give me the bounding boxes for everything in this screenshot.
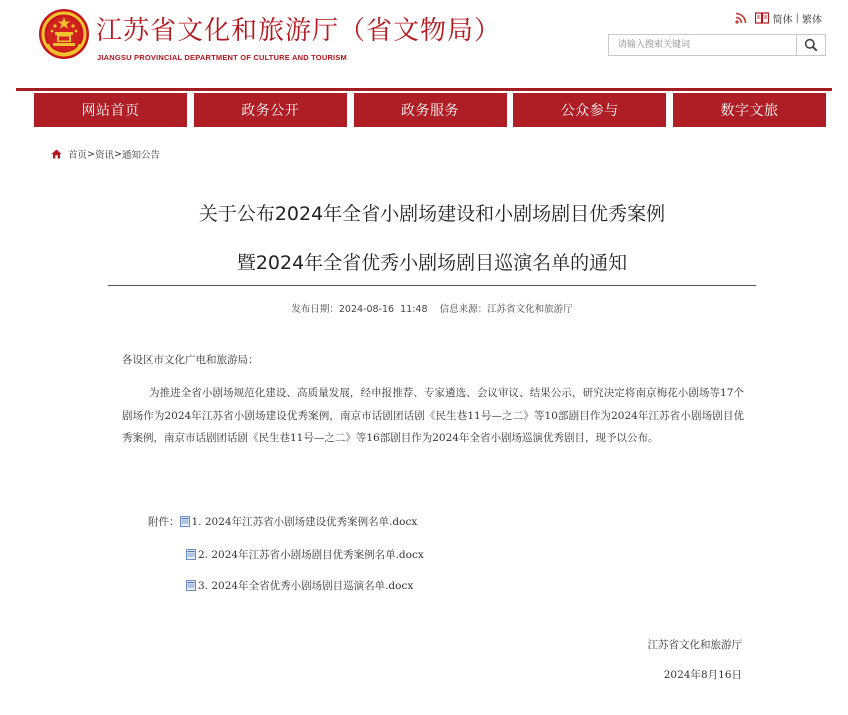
search-box — [608, 34, 826, 56]
attachment-item — [186, 547, 424, 562]
lang-separator: | — [795, 12, 799, 24]
nav-item-digital-tourism[interactable]: 数字文旅 — [673, 93, 826, 127]
word-document-icon — [186, 580, 196, 591]
attachment-link[interactable]: 1. 2024年江苏省小剧场建设优秀案例名单.docx — [191, 516, 418, 528]
search-button[interactable] — [796, 35, 825, 55]
traditional-chinese-link[interactable]: 繁体 — [802, 14, 822, 26]
article-title-line2: 暨2024年全省优秀小剧场剧目巡演名单的通知 — [236, 252, 628, 274]
breadcrumb-home[interactable]: 首页 — [68, 150, 88, 161]
site-header — [0, 0, 848, 88]
search-icon — [804, 38, 818, 52]
attachment-link[interactable]: 2. 2024年江苏省小剧场剧目优秀案例名单.docx — [198, 549, 424, 561]
breadcrumb-news[interactable]: 资讯 — [94, 150, 114, 161]
word-document-icon — [186, 549, 196, 560]
breadcrumb-separator: > — [114, 148, 122, 160]
article-title-line1: 关于公布2024年全省小剧场建设和小剧场剧目优秀案例 — [198, 203, 666, 225]
article-meta: 发布日期：2024-08-16 11:48 信息来源：江苏省文化和旅游厅 — [291, 304, 573, 315]
attachment-item — [186, 578, 413, 593]
top-tools — [735, 11, 822, 25]
nav-top-border — [16, 88, 832, 91]
word-document-icon — [180, 516, 190, 527]
reading-mode-icon[interactable] — [755, 12, 769, 24]
site-title[interactable]: 江苏省文化和旅游厅（省文物局） — [96, 16, 502, 46]
breadcrumb-notices[interactable]: 通知公告 — [121, 150, 160, 161]
home-icon — [51, 149, 62, 159]
title-divider — [108, 285, 756, 286]
nav-item-government-services[interactable]: 政务服务 — [354, 93, 507, 127]
breadcrumb-separator: > — [87, 148, 95, 160]
national-emblem-icon[interactable] — [38, 8, 90, 60]
nav-item-home[interactable]: 网站首页 — [34, 93, 187, 127]
search-input[interactable] — [609, 35, 799, 55]
main-nav — [34, 93, 826, 127]
article-paragraph: 为推进全省小剧场规范化建设、高质量发展，经申报推荐、专家遴选、会议审议、结果公示，研究决定将南京梅花小剧场等17个剧场作为2024年江苏省小剧场建设优秀案例，南京市话剧团话剧《民生巷11号—之二》等10部剧目作为2024年江苏省小剧场剧目优秀案例，南京市话剧团话剧《民生巷11号—之二》等16部剧目作为2024年全省小剧场巡演优秀剧目，现予以公布。 — [122, 387, 744, 444]
attachment-item — [148, 514, 417, 529]
attachment-link[interactable]: 3. 2024年全省优秀小剧场剧目巡演名单.docx — [198, 580, 414, 592]
attachments-label: 附件： — [148, 516, 180, 528]
breadcrumb — [51, 147, 160, 161]
publish-date: 2024年8月16日 — [663, 669, 742, 681]
signature: 江苏省文化和旅游厅 — [647, 639, 742, 651]
nav-item-public-participation[interactable]: 公众参与 — [513, 93, 666, 127]
salutation: 各设区市文化广电和旅游局： — [122, 354, 259, 366]
simplified-chinese-link[interactable]: 简体 — [772, 14, 793, 26]
site-subtitle: JIANGSU PROVINCIAL DEPARTMENT OF CULTURE AND TOURISM — [97, 53, 347, 62]
rss-icon[interactable] — [735, 12, 747, 24]
nav-item-government-affairs[interactable]: 政务公开 — [194, 93, 347, 127]
